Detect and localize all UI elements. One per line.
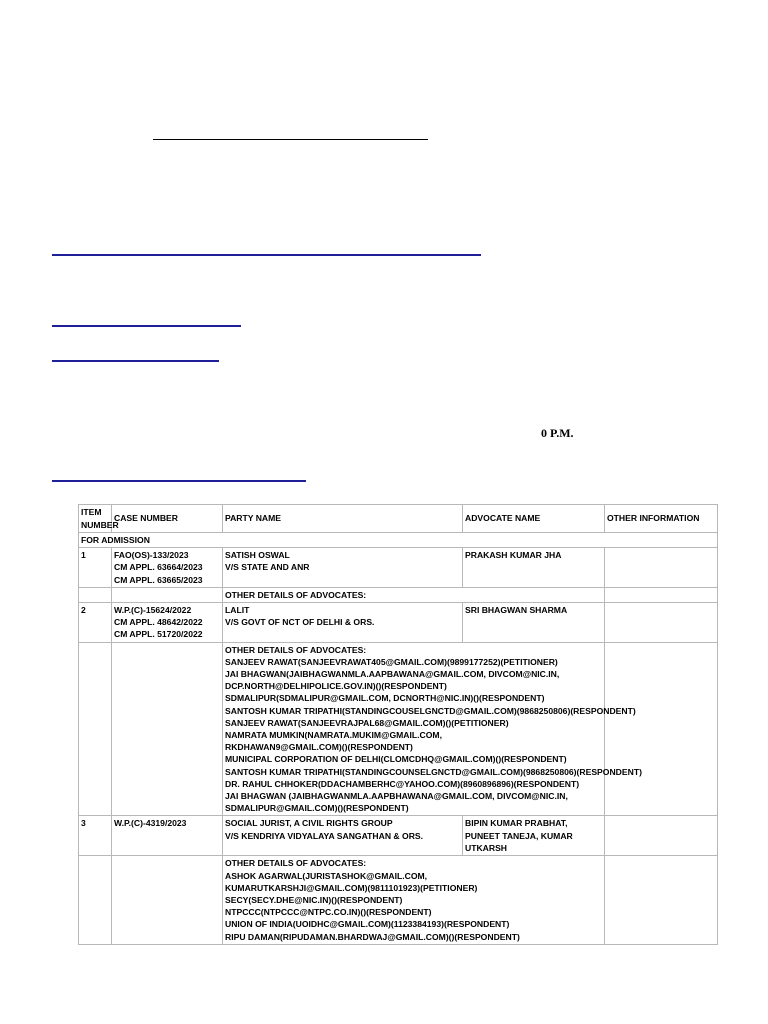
cause-list-table bbox=[78, 504, 718, 945]
cell-line: CM APPL. 63665/2023 bbox=[114, 574, 203, 585]
section-label: FOR ADMISSION bbox=[79, 533, 718, 548]
advocate-details-row bbox=[79, 856, 718, 944]
table-row bbox=[79, 603, 718, 643]
cell-line: SANTOSH KUMAR TRIPATHI(STANDINGCOUNSELGNCTD@GMAIL.COM)(9868250806)(RESPONDENT) bbox=[225, 766, 642, 777]
header-party-name: PARTY NAME bbox=[223, 505, 463, 533]
advocate-text: PRAKASH KUMAR JHA bbox=[465, 550, 562, 561]
link-underline-1[interactable] bbox=[52, 254, 481, 256]
other-details-label: OTHER DETAILS OF ADVOCATES: bbox=[225, 644, 367, 655]
cell-line: DCP.NORTH@DELHIPOLICE.GOV.IN)()(RESPONDENT) bbox=[225, 681, 447, 692]
cell-line: UNION OF INDIA(UOIDHC@GMAIL.COM)(1123384193)(RESPONDENT) bbox=[225, 919, 510, 930]
empty-cell bbox=[112, 587, 223, 602]
cell-line: CM APPL. 51720/2022 bbox=[114, 629, 203, 640]
cell-line: SDMALIPUR(SDMALIPUR@GMAIL.COM, DCNORTH@NIC.IN)()(RESPONDENT) bbox=[225, 693, 545, 704]
cell-line: V/S STATE AND ANR bbox=[225, 562, 310, 573]
advocate-text: SRI BHAGWAN SHARMA bbox=[465, 605, 568, 616]
cell-line: SECY(SECY.DHE@NIC.IN)()(RESPONDENT) bbox=[225, 895, 403, 906]
other-information bbox=[605, 548, 718, 588]
advocate-text: BIPIN KUMAR PRABHAT, PUNEET TANEJA, KUMAR UTKARSH bbox=[465, 818, 573, 853]
cell-line: JAI BHAGWAN (JAIBHAGWANMLA.AAPBHAWANA@GMAIL.COM, DIVCOM@NIC.IN, bbox=[225, 791, 568, 802]
case-number bbox=[112, 816, 223, 856]
empty-cell bbox=[79, 642, 112, 816]
case-number bbox=[112, 603, 223, 643]
other-advocates-details bbox=[223, 856, 605, 944]
cell-line: KUMARUTKARSHJI@GMAIL.COM)(9811101923)(PETITIONER) bbox=[225, 882, 478, 893]
empty-cell bbox=[605, 587, 718, 602]
empty-cell bbox=[112, 642, 223, 816]
cell-line: V/S GOVT OF NCT OF DELHI & ORS. bbox=[225, 617, 375, 628]
advocate-name bbox=[463, 548, 605, 588]
cell-line: NTPCCC(NTPCCC@NTPC.CO.IN)()(RESPONDENT) bbox=[225, 907, 432, 918]
cell-line: W.P.(C)-4319/2023 bbox=[114, 818, 187, 829]
empty-cell bbox=[79, 856, 112, 944]
link-underline-3[interactable] bbox=[52, 360, 219, 362]
party-name bbox=[223, 816, 463, 856]
cell-line: SANTOSH KUMAR TRIPATHI(STANDINGCOUSELGNCTD@GMAIL.COM)(9868250806)(RESPONDENT) bbox=[225, 705, 636, 716]
item-number: 2 bbox=[79, 603, 112, 643]
other-details-label: OTHER DETAILS OF ADVOCATES: bbox=[225, 589, 367, 600]
header-item-number: ITEM NUMBER bbox=[79, 505, 112, 533]
other-advocates-details bbox=[223, 587, 605, 602]
cell-line: SATISH OSWAL bbox=[225, 550, 290, 561]
cell-line: FAO(OS)-133/2023 bbox=[114, 550, 189, 561]
other-details-label: OTHER DETAILS OF ADVOCATES: bbox=[225, 858, 367, 869]
cell-line: V/S KENDRIYA VIDYALAYA SANGATHAN & ORS. bbox=[225, 830, 424, 841]
cell-line: NAMRATA MUMKIN(NAMRATA.MUKIM@GMAIL.COM, bbox=[225, 730, 442, 741]
item-number: 3 bbox=[79, 816, 112, 856]
cell-line: SANJEEV RAWAT(SANJEEVRAJPAL68@GMAIL.COM)()(PETITIONER) bbox=[225, 717, 509, 728]
cell-line: CM APPL. 48642/2022 bbox=[114, 617, 203, 628]
party-name bbox=[223, 548, 463, 588]
time-fragment: 0 P.M. bbox=[541, 426, 574, 440]
cell-line: DR. RAHUL CHHOKER(DDACHAMBERHC@YAHOO.COM)(8960896896)(RESPONDENT) bbox=[225, 778, 580, 789]
empty-cell bbox=[605, 856, 718, 944]
empty-cell bbox=[112, 856, 223, 944]
link-underline-4[interactable] bbox=[52, 480, 306, 482]
advocate-details-row bbox=[79, 587, 718, 602]
table-row bbox=[79, 548, 718, 588]
table-header-row bbox=[79, 505, 718, 533]
empty-cell bbox=[79, 587, 112, 602]
other-advocates-details bbox=[223, 642, 642, 816]
advocate-name bbox=[463, 603, 605, 643]
cell-line: RIPU DAMAN(RIPUDAMAN.BHARDWAJ@GMAIL.COM)()(RESPONDENT) bbox=[225, 931, 520, 942]
section-row bbox=[79, 533, 718, 548]
case-number bbox=[112, 548, 223, 588]
cell-line: CM APPL. 63664/2023 bbox=[114, 562, 203, 573]
heading-underline bbox=[153, 139, 428, 140]
party-name bbox=[223, 603, 463, 643]
cell-line: SOCIAL JURIST, A CIVIL RIGHTS GROUP bbox=[225, 818, 393, 829]
advocate-details-row bbox=[79, 642, 718, 816]
header-other-information: OTHER INFORMATION bbox=[605, 505, 718, 533]
cell-line: MUNICIPAL CORPORATION OF DELHI(CLOMCDHQ@GMAIL.COM)()(RESPONDENT) bbox=[225, 754, 567, 765]
cell-line: W.P.(C)-15624/2022 bbox=[114, 605, 192, 616]
table-row bbox=[79, 816, 718, 856]
header-advocate-name: ADVOCATE NAME bbox=[463, 505, 605, 533]
other-information bbox=[605, 816, 718, 856]
cell-line: LALIT bbox=[225, 605, 250, 616]
empty-cell bbox=[605, 642, 718, 816]
cell-line: SDMALIPUR@GMAIL.COM)()(RESPONDENT) bbox=[225, 803, 409, 814]
item-number: 1 bbox=[79, 548, 112, 588]
header-case-number: CASE NUMBER bbox=[112, 505, 223, 533]
cell-line: JAI BHAGWAN(JAIBHAGWANMLA.AAPBAWANA@GMAIL.COM, DIVCOM@NIC.IN, bbox=[225, 669, 560, 680]
other-information bbox=[605, 603, 718, 643]
advocate-name bbox=[463, 816, 605, 856]
cell-line: SANJEEV RAWAT(SANJEEVRAWAT405@GMAIL.COM)(9899177252)(PETITIONER) bbox=[225, 656, 558, 667]
link-underline-2[interactable] bbox=[52, 325, 241, 327]
cell-line: RKDHAWAN9@GMAIL.COM)()(RESPONDENT) bbox=[225, 742, 413, 753]
cell-line: ASHOK AGARWAL(JURISTASHOK@GMAIL.COM, bbox=[225, 870, 428, 881]
